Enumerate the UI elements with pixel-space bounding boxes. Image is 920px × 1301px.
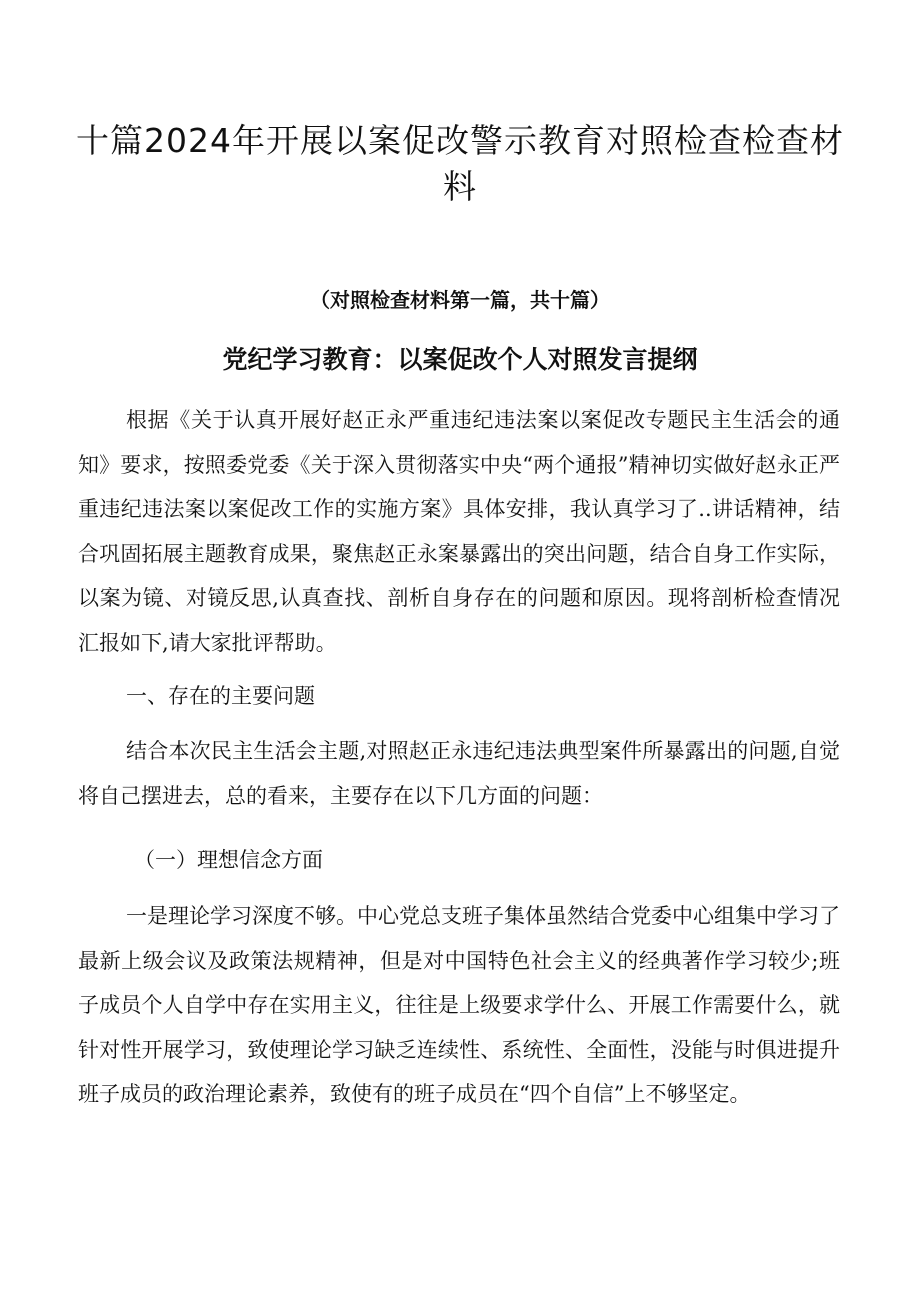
section-intro-paragraph: 结合本次民主生活会主题,对照赵正永违纪违法典型案件所暴露出的问题,自觉将自己摆进去，总的看来，主要存在以下几方面的问题： bbox=[78, 739, 840, 808]
document-title: 十篇2024年开展以案促改警示教育对照检查检查材料 bbox=[76, 121, 844, 206]
document-heading: 党纪学习教育：以案促改个人对照发言提纲 bbox=[222, 345, 698, 374]
document-subtitle: （对照检查材料第一篇，共十篇） bbox=[310, 288, 610, 312]
section-heading: 一、存在的主要问题 bbox=[126, 684, 315, 708]
subsection-heading: （一）理想信念方面 bbox=[134, 848, 323, 872]
intro-paragraph: 根据《关于认真开展好赵正永严重违纪违法案以案促改专题民主生活会的通知》要求，按照委党委《关于深入贯彻落实中央“两个通报”精神切实做好赵永正严重违纪违法案以案促改工作的实施方案》具体安排，我认真学习了..讲话精神，结合巩固拓展主题教育成果，聚焦赵正永案暴露出的突出问题，结合自身工作实际，以案为镜、对镜反思,认真查找、剖析自身存在的问题和原因。现将剖析检查情况汇报如下,请大家批评帮助。 bbox=[78, 408, 840, 655]
subsection-body-paragraph: 一是理论学习深度不够。中心党总支班子集体虽然结合党委中心组集中学习了最新上级会议及政策法规精神，但是对中国特色社会主义的经典著作学习较少;班子成员个人自学中存在实用主义，往往是上级要求学什么、开展工作需要什么，就针对性开展学习，致使理论学习缺乏连续性、系统性、全面性，没能与时俱进提升班子成员的政治理论素养，致使有的班子成员在“四个自信”上不够坚定。 bbox=[78, 904, 840, 1106]
